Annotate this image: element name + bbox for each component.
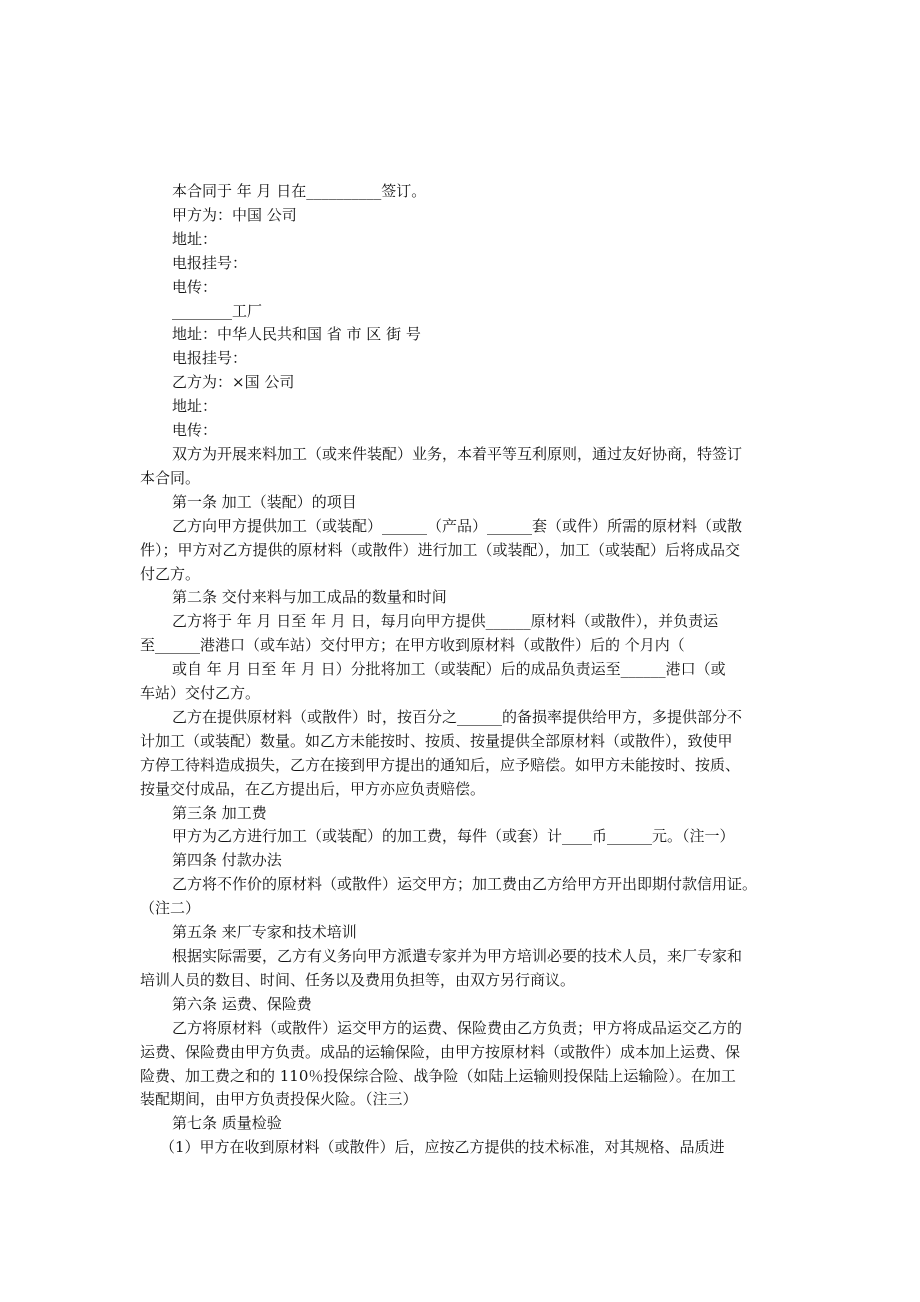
- signing-date-line: 本合同于 年 月 日在__________签订。: [172, 182, 427, 200]
- article-4-heading: 第四条 付款办法: [172, 851, 282, 870]
- factory-name: ________工厂: [172, 301, 263, 320]
- article-7-text: （1）甲方在收到原材料（或散件）后，应按乙方提供的技术标准，对其规格、品质进: [160, 1138, 725, 1157]
- article-6-text: 险费、加工费之和的 110％投保综合险、战争险（如陆上运输则投保陆上运输险）。在加工: [140, 1066, 736, 1085]
- factory-address: 地址：中华人民共和国 省 市 区 街 号: [172, 325, 421, 344]
- article-6-text: 运费、保险费由甲方负责。成品的运输保险，由甲方按原材料（或散件）成本加上运费、保: [140, 1042, 741, 1061]
- article-2-text: 计加工（或装配）数量。如乙方未能按时、按质、按量提供全部原材料（或散件），致使甲: [140, 731, 733, 750]
- preamble-line: 双方为开展来料加工（或来件装配）业务，本着平等互利原则，通过友好协商，特签订: [172, 444, 743, 463]
- article-1-text: 付乙方。: [140, 564, 201, 583]
- article-4-text: （注二）: [140, 899, 201, 918]
- contract-body: [140, 180, 800, 1160]
- article-6-heading: 第六条 运费、保险费: [172, 994, 312, 1013]
- factory-cable: 电报挂号：: [172, 349, 248, 368]
- party-b-name: 乙方为：×国 公司: [172, 373, 295, 392]
- article-7-heading: 第七条 质量检验: [172, 1114, 282, 1133]
- article-6-text: 装配期间，由甲方负责投保火险。（注三）: [140, 1090, 418, 1109]
- article-5-heading: 第五条 来厂专家和技术培训: [172, 923, 357, 942]
- article-2-text: 乙方在提供原材料（或散件）时，按百分之______的备损率提供给甲方，多提供部分不: [172, 707, 743, 726]
- article-2-heading: 第二条 交付来料与加工成品的数量和时间: [172, 588, 447, 607]
- article-2-text: 按量交付成品，在乙方提出后，甲方亦应负责赔偿。: [140, 779, 486, 798]
- article-3-heading: 第三条 加工费: [172, 803, 267, 822]
- article-6-text: 乙方将原材料（或散件）运交甲方的运费、保险费由乙方负责；甲方将成品运交乙方的: [172, 1018, 743, 1037]
- article-2-text: 乙方将于 年 月 日至 年 月 日，每月向甲方提供______原材料（或散件），并负责运: [172, 612, 719, 631]
- preamble-line: 本合同。: [140, 468, 201, 487]
- party-a-telex: 电传：: [172, 277, 218, 296]
- article-3-text: 甲方为乙方进行加工（或装配）的加工费，每件（或套）计____币______元。（注一）: [172, 827, 735, 846]
- party-a-name: 甲方为：中国 公司: [172, 205, 297, 224]
- party-a-address: 地址：: [172, 229, 218, 248]
- party-b-telex: 电传：: [172, 421, 218, 440]
- article-2-text: 至______港港口（或车站）交付甲方；在甲方收到原材料（或散件）后的 个月内（: [140, 636, 685, 655]
- article-1-heading: 第一条 加工（装配）的项目: [172, 492, 357, 511]
- article-2-text: 车站）交付乙方。: [140, 684, 261, 703]
- article-1-text: 件）；甲方对乙方提供的原材料（或散件）进行加工（或装配），加工（或装配）后将成品交: [140, 540, 741, 559]
- article-4-text: 乙方将不作价的原材料（或散件）运交甲方；加工费由乙方给甲方开出即期付款信用证。: [172, 875, 758, 894]
- article-5-text: 培训人员的数目、时间、任务以及费用负担等，由双方另行商议。: [140, 970, 576, 989]
- article-2-text: 方停工待料造成损失，乙方在接到甲方提出的通知后，应予赔偿。如甲方未能按时、按质、: [140, 755, 741, 774]
- article-2-text: 或自 年 月 日至 年 月 日）分批将加工（或装配）后的成品负责运至______港口（或: [172, 660, 726, 679]
- article-1-text: 乙方向甲方提供加工（或装配）______（产品）______套（或件）所需的原材料（或散: [172, 516, 743, 535]
- party-b-address: 地址：: [172, 397, 218, 416]
- party-a-cable: 电报挂号：: [172, 253, 248, 272]
- article-5-text: 根据实际需要，乙方有义务向甲方派遣专家并为甲方培训必要的技术人员，来厂专家和: [172, 947, 743, 965]
